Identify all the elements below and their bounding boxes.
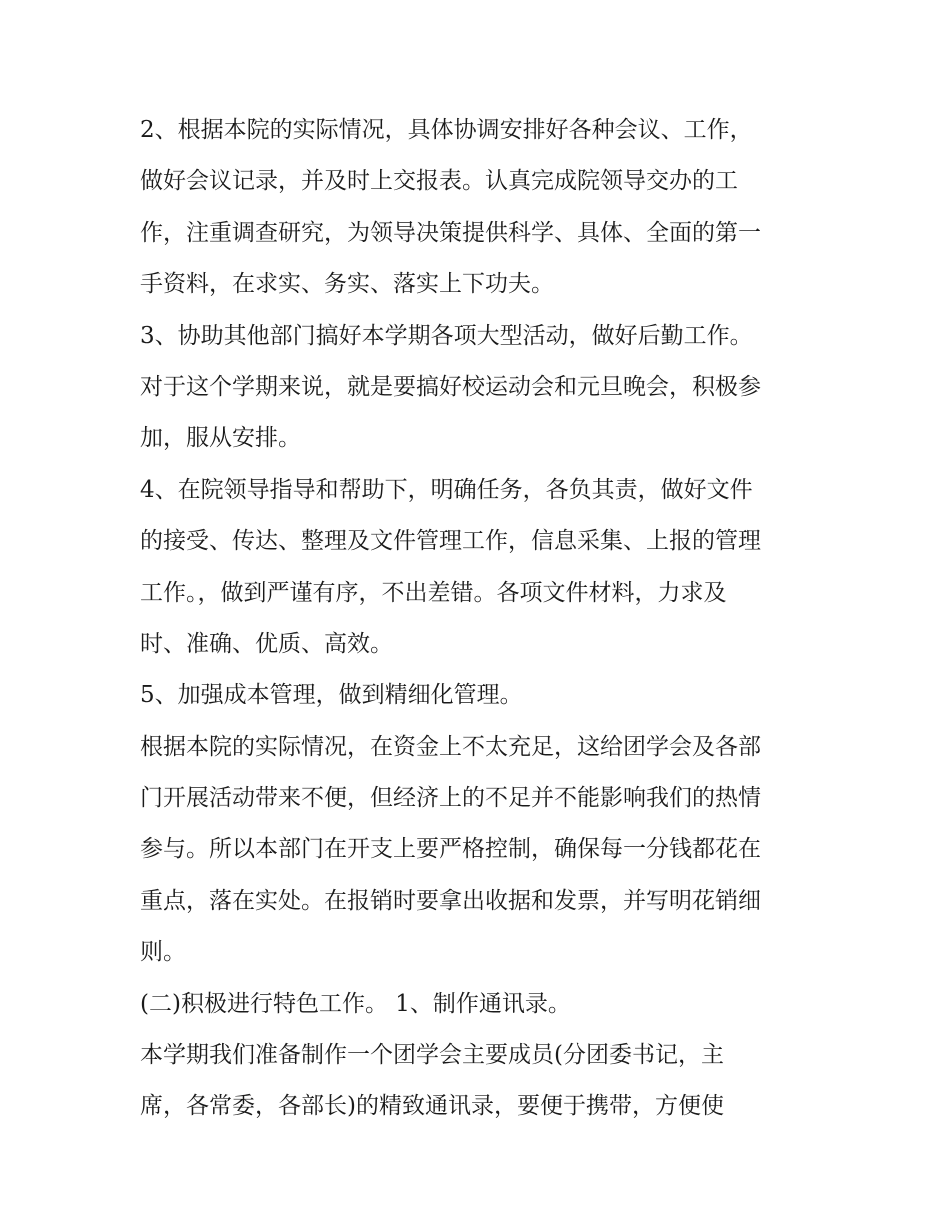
text-line: 的接受、传达、整理及文件管理工作，信息采集、上报的管理 <box>140 528 761 555</box>
text-line: 工作。，做到严谨有序，不出差错。各项文件材料，力求及 <box>140 579 727 606</box>
text-line: 时、准确、优质、高效。 <box>140 630 393 657</box>
text-line: 席，各常委，各部长)的精致通讯录，要便于携带，方便使 <box>140 1093 724 1120</box>
text-line: 2、根据本院的实际情况，具体协调安排好各种会议、工作， <box>140 117 753 143</box>
text-line: 加，服从安排。 <box>140 425 301 452</box>
text-line: 4、在院领导指导和帮助下，明确任务，各负其责，做好文件 <box>140 476 753 503</box>
text-line: 5、加强成本管理，做到精细化管理。 <box>140 682 523 709</box>
text-line: (二)积极进行特色工作。 1、制作通讯录。 <box>140 990 571 1017</box>
text-line: 则。 <box>140 939 186 966</box>
text-line: 本学期我们准备制作一个团学会主要成员(分团委书记，主 <box>140 1042 724 1069</box>
document-body <box>140 105 812 1133</box>
text-line: 参与。所以本部门在开支上要严格控制，确保每一分钱都花在 <box>140 836 761 863</box>
text-line: 对于这个学期来说，就是要搞好校运动会和元旦晚会，积极参 <box>140 373 761 400</box>
text-line: 3、协助其他部门搞好本学期各项大型活动，做好后勤工作。 <box>140 322 753 349</box>
text-line: 作，注重调查研究，为领导决策提供科学、具体、全面的第一 <box>140 219 761 246</box>
text-line: 做好会议记录，并及时上交报表。认真完成院领导交办的工 <box>140 168 738 195</box>
text-line: 根据本院的实际情况，在资金上不太充足，这给团学会及各部 <box>140 733 761 760</box>
text-line: 手资料，在求实、务实、落实上下功夫。 <box>140 271 554 298</box>
text-line: 门开展活动带来不便，但经济上的不足并不能影响我们的热情 <box>140 785 761 812</box>
text-line: 重点，落在实处。在报销时要拿出收据和发票，并写明花销细 <box>140 887 761 914</box>
